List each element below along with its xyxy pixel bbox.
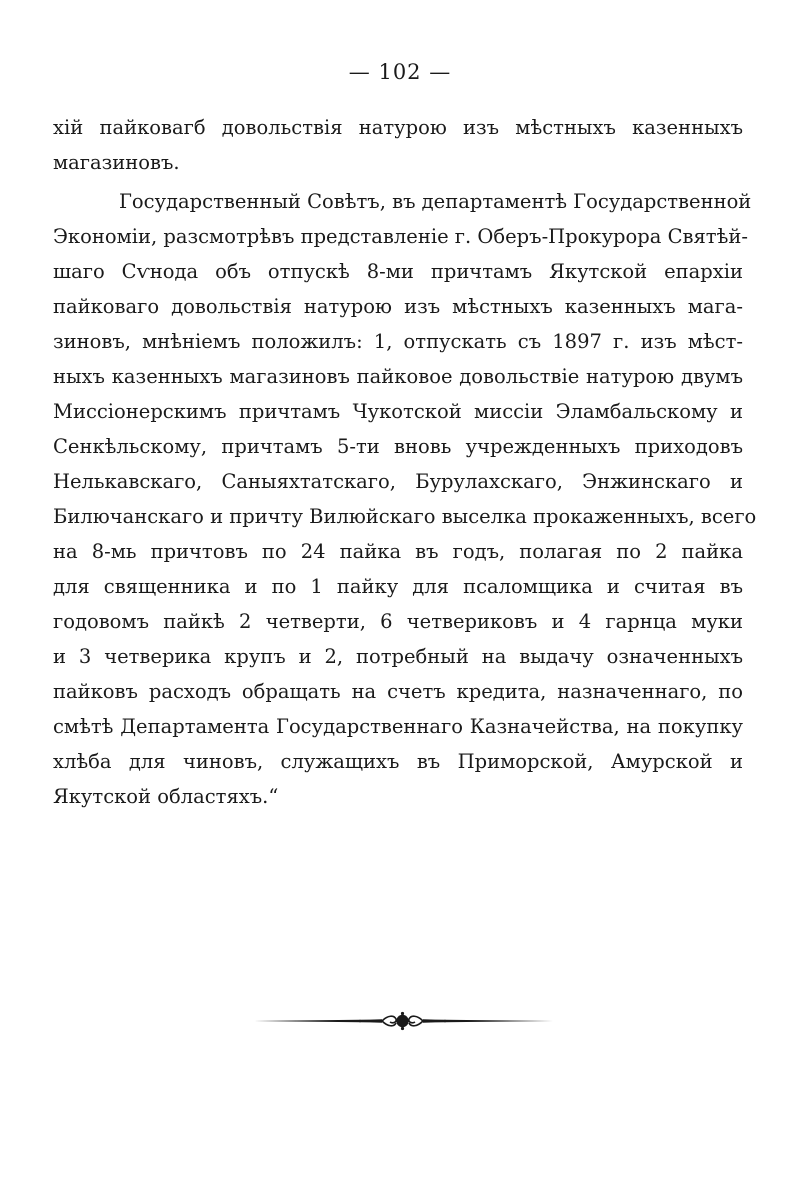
text-line: Сенкѣльскому, причтамъ 5-ти вновь учрежденныхъ приходовъ [53, 435, 743, 458]
text-line: Нелькавскаго, Саныяхтатскаго, Бурулахскаго, Энжинскаго и [53, 470, 743, 493]
text-line: шаго Сѵнода объ отпускѣ 8-ми причтамъ Якутской епархіи [53, 260, 743, 283]
text-line: годовомъ пайкѣ 2 четверти, 6 четвериковъ и 4 гарнца муки [53, 610, 743, 633]
text-line: и 3 четверика крупъ и 2, потребный на выдачу означенныхъ [53, 645, 743, 668]
text-line: ныхъ казенныхъ магазиновъ пайковое довольствіе натурою двумъ [53, 365, 743, 388]
text-line: Экономіи, разсмотрѣвъ представленіе г. Оберъ-Прокурора Святѣй- [53, 225, 748, 248]
text-line: Миссіонерскимъ причтамъ Чукотской миссіи Эламбальскому и [53, 400, 743, 423]
text-line: магазиновъ. [53, 151, 180, 174]
text-line: хлѣба для чиновъ, служащихъ въ Приморской, Амурской и [53, 750, 743, 773]
text-line: Билючанскаго и причту Вилюйскаго выселка прокаженныхъ, всего [53, 505, 757, 528]
ornament-divider-icon [250, 1010, 555, 1032]
text-line: пайковаго довольствія натурою изъ мѣстныхъ казенныхъ мага- [53, 295, 743, 318]
text-line: зиновъ, мнѣніемъ положилъ: 1, отпускать съ 1897 г. изъ мѣст- [53, 330, 743, 353]
text-line: Государственный Совѣтъ, въ департаментѣ Государственной [119, 190, 752, 213]
text-line: для священника и по 1 пайку для псаломщика и считая въ [53, 575, 743, 598]
text-line: пайковъ расходъ обращать на счетъ кредита, назначеннаго, по [53, 680, 743, 703]
text-line: на 8-мь причтовъ по 24 пайка въ годъ, полагая по 2 пайка [53, 540, 743, 563]
text-body [53, 110, 757, 814]
text-line: Якутской областяхъ.“ [53, 785, 279, 808]
page-number: — 102 — [348, 60, 452, 84]
text-line: смѣтѣ Департамента Государственнаго Казначейства, на покупку [53, 715, 743, 738]
paragraph-resolution [53, 184, 757, 814]
text-line: хій пайковагб довольствія натурою изъ мѣстныхъ казенныхъ [53, 116, 743, 139]
paragraph-continuation [53, 110, 743, 180]
